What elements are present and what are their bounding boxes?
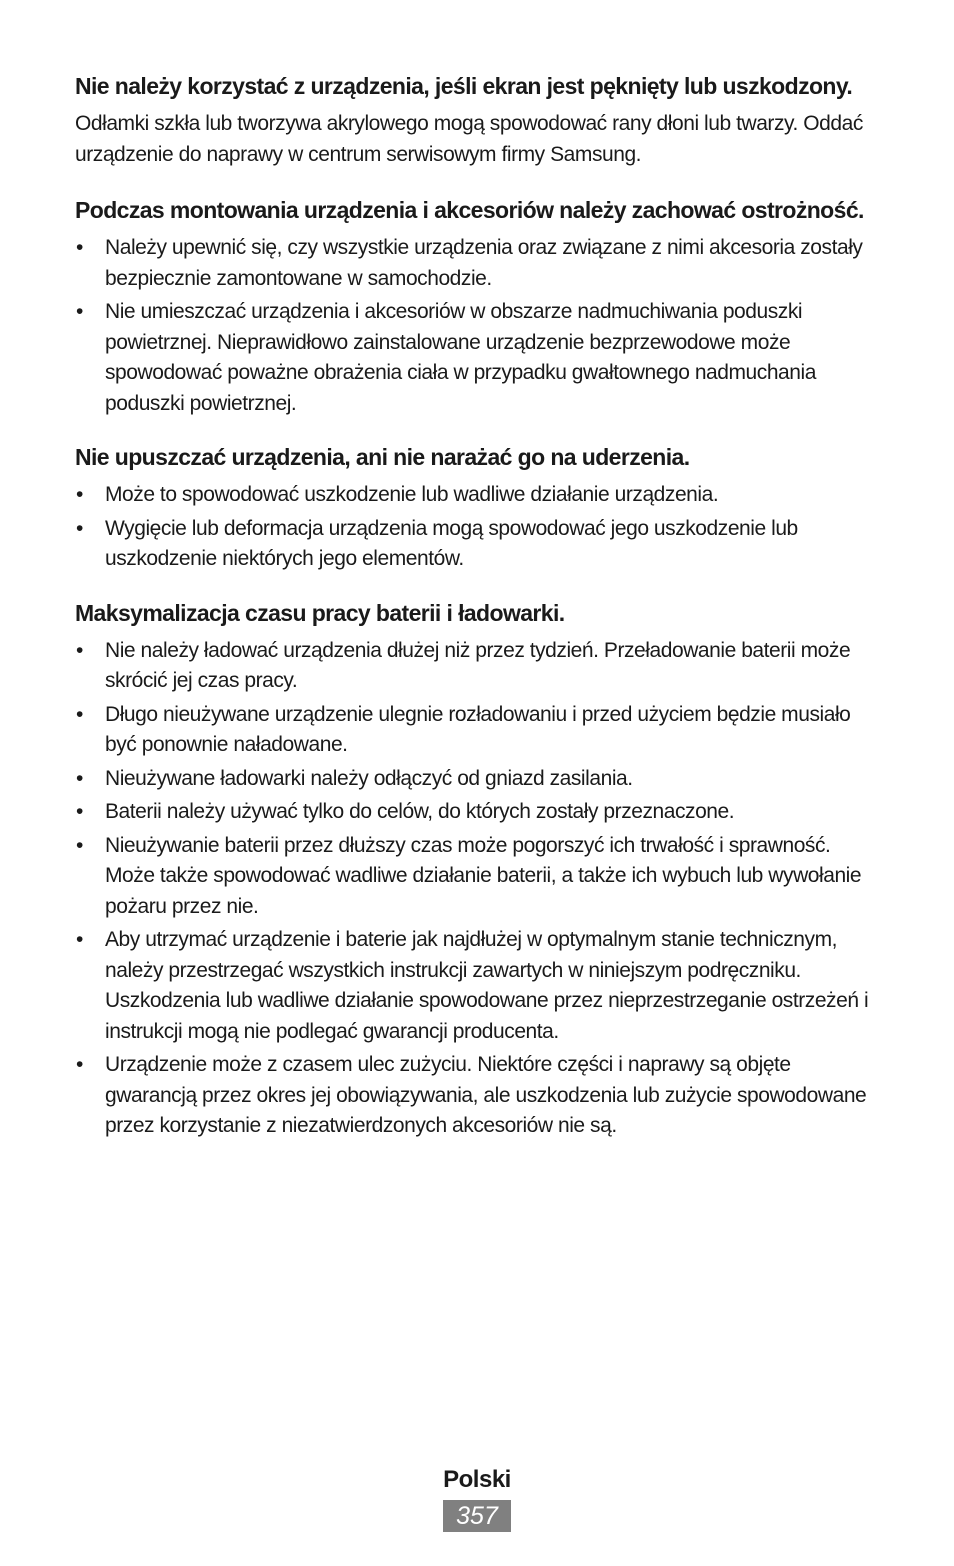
section-cracked-screen [75,70,885,170]
bullet-icon: • [76,483,83,506]
bullet-icon: • [76,300,83,323]
list-item [75,233,885,294]
list-item-text: Baterii należy używać tylko do celów, do których zostały przeznaczone. [105,800,735,823]
bullet-icon: • [76,236,83,259]
list-item [75,480,885,511]
section-heading: Podczas montowania urządzenia i akcesoriów należy zachować ostrożność. [75,197,864,223]
list-item-text: Nie należy ładować urządzenia dłużej niż przez tydzień. Przeładowanie baterii może skrócić jej czas pracy. [105,638,851,692]
list-item-text: Urządzenie może z czasem ulec zużyciu. Niektóre części i naprawy są objęte gwarancją przez okres jej obowiązywania, ale uszkodzenia lub zużycie spowodowane przez korzystanie z niezatwierdzonych akcesoriów nie są. [105,1053,867,1137]
bullet-list [75,480,885,575]
list-item-text: Nieużywane ładowarki należy odłączyć od gniazd zasilania. [105,766,633,790]
list-item-text: Aby utrzymać urządzenie i baterie jak najdłużej w optymalnym stanie technicznym, należy przestrzegać wszystkich instrukcji zawartych w niniejszym podręczniku. Uszkodzenia lub wadliwe działanie spowodowane przez nieprzestrzeganie ostrzeżeń i instrukcji mogą nie podlegać gwarancji producenta. [105,928,869,1043]
page-number: 357 [443,1500,511,1532]
bullet-icon: • [76,516,83,540]
section-drop-impact [75,441,885,575]
bullet-icon: • [76,766,83,790]
list-item-text: Należy upewnić się, czy wszystkie urządzenia oraz związane z nimi akcesoria zostały bezpiecznie zamontowane w samochodzie. [105,236,863,290]
list-item [75,831,885,923]
list-item-text: Długo nieużywane urządzenie ulegnie rozładowaniu i przed użyciem będzie musiało być ponownie naładowane. [105,702,851,756]
list-item-text: Wygięcie lub deformacja urządzenia mogą spowodować jego uszkodzenie lub uszkodzenie niektórych jego elementów. [105,516,798,570]
list-item-text: Nieużywanie baterii przez dłuższy czas może pogorszyć ich trwałość i sprawność. Może także spowodować wadliwe działanie baterii, a także ich wybuch lub wywołanie pożaru przez nie. [105,833,862,918]
list-item [75,1050,885,1142]
page-footer [0,1462,954,1532]
bullet-icon: • [76,928,83,951]
list-item [75,797,885,828]
section-battery [75,597,885,1142]
list-item-text: Może to spowodować uszkodzenie lub wadliwe działanie urządzenia. [105,483,719,506]
bullet-icon: • [76,638,83,662]
bullet-icon: • [76,1053,83,1076]
section-paragraph: Odłamki szkła lub tworzywa akrylowego mogą spowodować rany dłoni lub twarzy. Oddać urządzenie do naprawy w centrum serwisowym firmy Samsung. [75,112,863,166]
bullet-icon: • [76,702,83,726]
section-heading: Nie upuszczać urządzenia, ani nie narażać go na uderzenia. [75,444,690,470]
list-item [75,700,885,761]
section-mounting [75,194,885,419]
list-item-text: Nie umieszczać urządzenia i akcesoriów w obszarze nadmuchiwania poduszki powietrznej. Nieprawidłowo zainstalowane urządzenie bezprzewodowe może spowodować poważne obrażenia ciała w przypadku gwałtownego nadmuchania poduszki powietrznej. [105,300,816,415]
list-item [75,636,885,697]
list-item [75,514,885,575]
section-heading: Nie należy korzystać z urządzenia, jeśli ekran jest pęknięty lub uszkodzony. [75,73,853,99]
list-item [75,297,885,419]
footer-language: Polski [443,1466,511,1493]
bullet-list [75,233,885,419]
list-item [75,925,885,1047]
bullet-list [75,636,885,1142]
bullet-icon: • [76,833,83,857]
section-heading: Maksymalizacja czasu pracy baterii i ładowarki. [75,599,565,626]
document-body [75,70,885,1145]
bullet-icon: • [76,800,83,823]
list-item [75,764,885,795]
